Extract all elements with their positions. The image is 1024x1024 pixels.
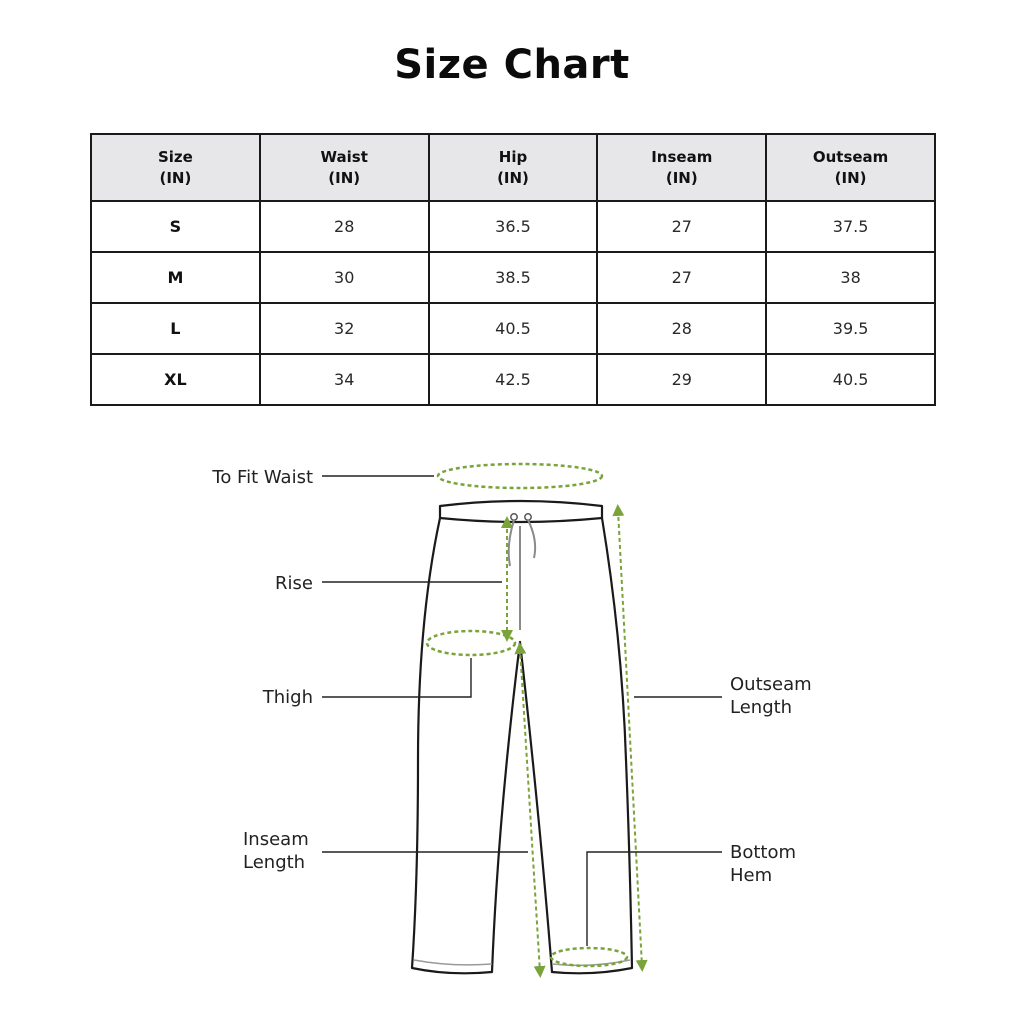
- cell-size: L: [91, 303, 260, 354]
- table-header-row: [91, 134, 935, 201]
- table-row: [91, 354, 935, 405]
- label-bottom-hem-line2: Hem: [730, 865, 773, 886]
- cell-hip: 38.5: [429, 252, 598, 303]
- label-outseam-line1: Outseam: [730, 674, 812, 695]
- cell-outseam: 37.5: [766, 201, 935, 252]
- cell-hip: 42.5: [429, 354, 598, 405]
- cell-outseam: 39.5: [766, 303, 935, 354]
- drawstring: [509, 514, 535, 630]
- waistband: [440, 501, 602, 522]
- left-hem-line: [414, 960, 492, 965]
- cell-waist: 28: [260, 201, 429, 252]
- pants-body: [412, 518, 632, 973]
- cell-waist: 34: [260, 354, 429, 405]
- label-thigh: Thigh: [262, 687, 313, 708]
- pants-diagram: [0, 430, 1024, 1020]
- table-row: [91, 303, 935, 354]
- cell-inseam: 27: [597, 201, 766, 252]
- label-rise: Rise: [275, 573, 313, 594]
- leader-lines: [322, 476, 722, 946]
- cell-hip: 40.5: [429, 303, 598, 354]
- size-table: [90, 133, 936, 406]
- header-size: Size (IN): [91, 134, 260, 201]
- pants-outline: [412, 501, 632, 973]
- cell-outseam: 40.5: [766, 354, 935, 405]
- cell-outseam: 38: [766, 252, 935, 303]
- cell-hip: 36.5: [429, 201, 598, 252]
- header-outseam: Outseam (IN): [766, 134, 935, 201]
- header-hip: Hip (IN): [429, 134, 598, 201]
- cell-size: XL: [91, 354, 260, 405]
- cell-size: M: [91, 252, 260, 303]
- cell-size: S: [91, 201, 260, 252]
- cell-inseam: 29: [597, 354, 766, 405]
- label-outseam-line2: Length: [730, 697, 793, 718]
- table-row: [91, 252, 935, 303]
- cell-waist: 30: [260, 252, 429, 303]
- label-inseam-line1: Inseam: [243, 829, 309, 850]
- waist-measure-ellipse: [438, 464, 602, 488]
- page-title: Size Chart: [394, 42, 630, 88]
- label-bottom-hem-line1: Bottom: [730, 842, 797, 863]
- header-inseam: Inseam (IN): [597, 134, 766, 201]
- thigh-measure-ellipse: [427, 631, 515, 655]
- label-to-fit-waist: To Fit Waist: [212, 467, 313, 488]
- cell-waist: 32: [260, 303, 429, 354]
- cell-inseam: 27: [597, 252, 766, 303]
- cell-inseam: 28: [597, 303, 766, 354]
- label-inseam-line2: Length: [243, 852, 306, 873]
- header-waist: Waist (IN): [260, 134, 429, 201]
- table-row: [91, 201, 935, 252]
